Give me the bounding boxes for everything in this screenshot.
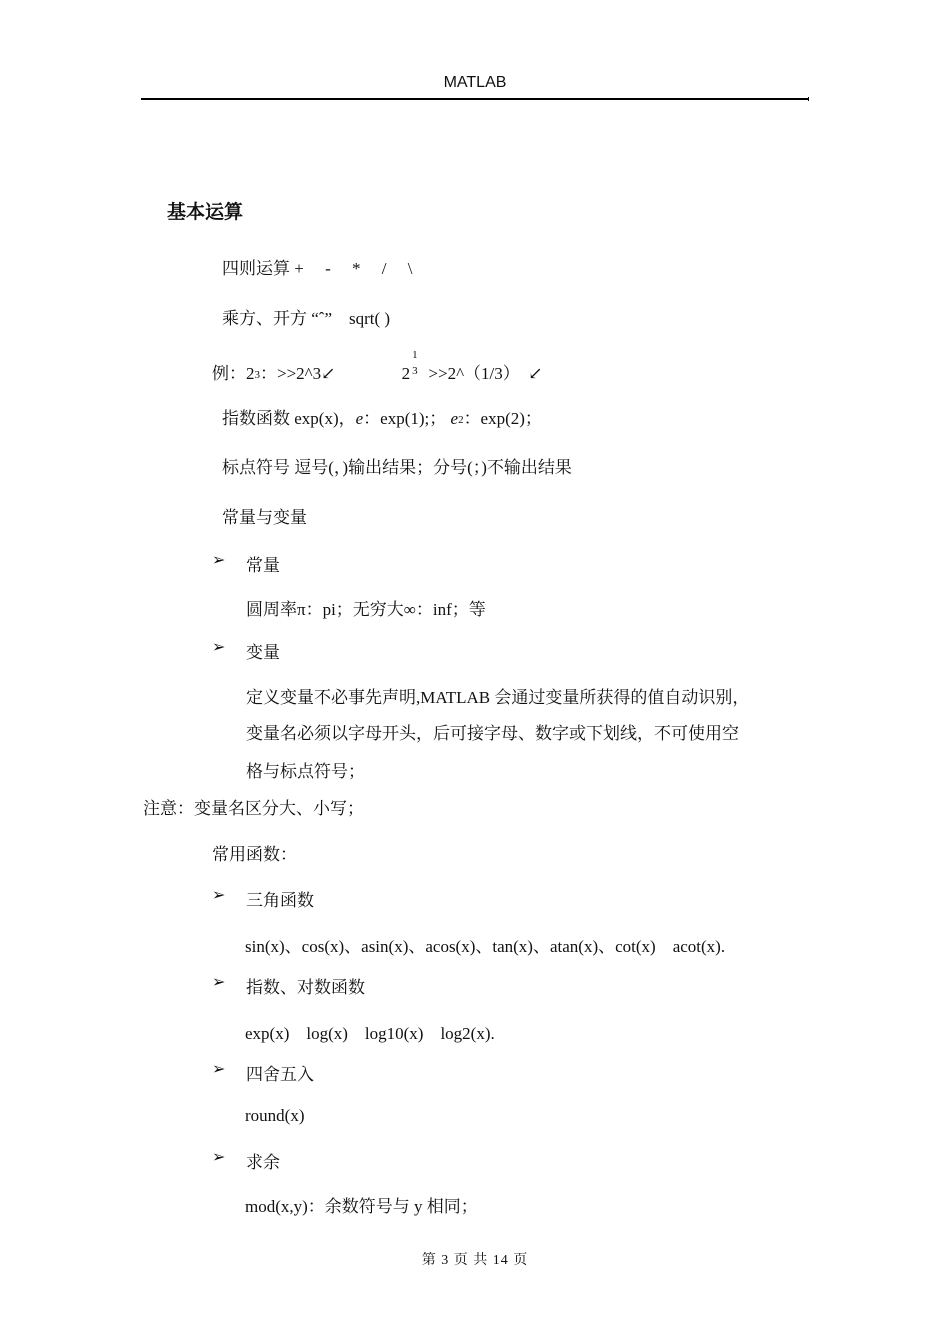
constants-label: 常量 bbox=[246, 556, 280, 575]
common-functions-heading: 常用函数： bbox=[212, 845, 297, 864]
variables-text-line-3: 格与标点符号； bbox=[246, 762, 365, 781]
euler-e-2: e bbox=[450, 409, 459, 428]
fraction-denominator: 3 bbox=[412, 365, 418, 377]
trig-functions-label: 三角函数 bbox=[246, 891, 314, 910]
bullet-arrow-icon: ➢ bbox=[212, 1149, 226, 1166]
page-footer: 第 3 页 共 14 页 bbox=[421, 1253, 529, 1268]
header-rule bbox=[141, 98, 809, 100]
bullet-arrow-icon: ➢ bbox=[212, 639, 226, 656]
bullet-arrow-icon: ➢ bbox=[212, 552, 226, 569]
fraction-numerator: 1 bbox=[412, 349, 418, 361]
example-exponent-1: 3 bbox=[254, 369, 260, 381]
page-header-title: MATLAB bbox=[443, 74, 507, 91]
euler-e-1: e bbox=[355, 409, 364, 428]
example-prefix: 例： bbox=[212, 364, 246, 383]
bullet-arrow-icon: ➢ bbox=[212, 1061, 226, 1078]
arithmetic-line: 四则运算 + - * / \ bbox=[222, 259, 413, 278]
punctuation-line: 标点符号 逗号(，)输出结果；分号(；)不输出结果 bbox=[222, 458, 572, 477]
variables-text-line-1: 定义变量不必事先声明,MATLAB 会通过变量所获得的值自动识别， bbox=[246, 688, 750, 707]
example-command-2: >>2^（1/3） ↙ bbox=[428, 364, 543, 383]
exp-func-label: 指数函数 exp(x)， bbox=[222, 409, 356, 428]
constants-variables-heading: 常量与变量 bbox=[222, 508, 307, 527]
example-command-1: ：>>2^3↙ bbox=[260, 364, 336, 383]
section-title: 基本运算 bbox=[167, 201, 244, 223]
bullet-arrow-icon: ➢ bbox=[212, 974, 226, 991]
bullet-arrow-icon: ➢ bbox=[212, 887, 226, 904]
power-line: 乘方、开方 “ˆ” sqrt( ) bbox=[222, 309, 391, 328]
example-line bbox=[212, 349, 543, 384]
variables-text-line-2: 变量名必须以字母开头，后可接字母、数字或下划线，不可使用空 bbox=[246, 724, 739, 743]
constants-text: 圆周率π：pi；无穷大∞：inf；等 bbox=[246, 600, 486, 619]
euler-e-2-exponent: 2 bbox=[458, 414, 464, 426]
rounding-text: round(x) bbox=[245, 1106, 305, 1125]
example-base-2: 2 bbox=[401, 364, 411, 383]
header-rule-tick bbox=[808, 97, 809, 101]
rounding-label: 四舍五入 bbox=[246, 1065, 314, 1084]
exp-1-text: ：exp(1);； bbox=[363, 409, 447, 428]
exp-2-text: ：exp(2)； bbox=[463, 409, 542, 428]
remainder-label: 求余 bbox=[246, 1153, 280, 1172]
example-base-1: 2 bbox=[246, 364, 255, 383]
exponential-function-line bbox=[222, 404, 542, 429]
variables-label: 变量 bbox=[246, 643, 280, 662]
exp-log-functions-text: exp(x) log(x) log10(x) log2(x). bbox=[245, 1024, 495, 1043]
note-line: 注意：变量名区分大、小写； bbox=[143, 799, 364, 818]
exp-log-functions-label: 指数、对数函数 bbox=[246, 978, 365, 997]
trig-functions-text: sin(x)、cos(x)、asin(x)、acos(x)、tan(x)、atan(x)、cot(x) acot(x). bbox=[245, 937, 726, 956]
example-fraction-exponent bbox=[410, 349, 424, 381]
remainder-text: mod(x,y)：余数符号与 y 相同； bbox=[245, 1197, 478, 1216]
